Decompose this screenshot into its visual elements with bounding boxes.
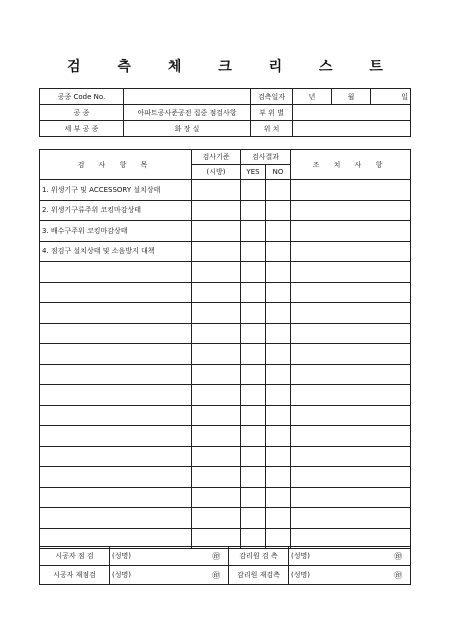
action-cell[interactable] <box>291 405 411 426</box>
work-label: 공 종 <box>40 105 124 121</box>
yes-cell[interactable] <box>241 200 266 221</box>
criteria-cell[interactable] <box>192 385 241 406</box>
no-cell[interactable] <box>266 364 291 385</box>
item-cell <box>40 344 192 365</box>
checklist-row <box>40 344 411 365</box>
item-cell: 3. 배수구주위 코킹마감상태 <box>40 221 192 242</box>
action-cell[interactable] <box>291 487 411 508</box>
checklist-row <box>40 180 411 201</box>
criteria-cell[interactable] <box>192 282 241 303</box>
supervisor-recheck-sign[interactable]: (성명) <box>289 566 387 585</box>
checklist-row <box>40 426 411 447</box>
detail-label: 세 부 공 종 <box>40 121 124 137</box>
work-field[interactable]: 아파트공사준공전 집중 점검사항 <box>124 105 251 121</box>
checklist-row <box>40 487 411 508</box>
action-cell[interactable] <box>291 446 411 467</box>
checklist-row <box>40 467 411 488</box>
detail-field[interactable]: 화 장 실 <box>124 121 251 137</box>
criteria-cell[interactable] <box>192 221 241 242</box>
no-cell[interactable] <box>266 487 291 508</box>
checklist-table <box>39 149 411 549</box>
no-cell[interactable] <box>266 241 291 262</box>
criteria-subheader: (시방) <box>192 165 241 180</box>
item-cell <box>40 323 192 344</box>
yes-cell[interactable] <box>241 364 266 385</box>
month-field[interactable] <box>332 89 371 105</box>
checklist-row <box>40 303 411 324</box>
no-cell[interactable] <box>266 303 291 324</box>
yes-cell[interactable] <box>241 262 266 283</box>
date-label: 검측일자 <box>251 89 293 105</box>
code-label: 공종 Code No. <box>40 89 124 105</box>
item-cell <box>40 364 192 385</box>
info-table <box>39 88 411 137</box>
builder-recheck-label: 시공자 재점검 <box>40 566 110 585</box>
action-cell[interactable] <box>291 303 411 324</box>
criteria-cell[interactable] <box>192 344 241 365</box>
checklist-row <box>40 282 411 303</box>
year-label: 년 <box>308 92 316 101</box>
supervisor-check-label: 감리원 검 측 <box>229 547 289 566</box>
item-cell: 2. 위생기구류주위 코킹마감상태 <box>40 200 192 221</box>
item-cell <box>40 385 192 406</box>
checklist-row <box>40 323 411 344</box>
no-cell[interactable] <box>266 262 291 283</box>
action-cell[interactable] <box>291 323 411 344</box>
no-header: NO <box>266 165 291 180</box>
yes-cell[interactable] <box>241 344 266 365</box>
action-cell[interactable] <box>291 282 411 303</box>
action-cell[interactable] <box>291 467 411 488</box>
action-cell[interactable] <box>291 241 411 262</box>
checklist-row <box>40 221 411 242</box>
criteria-cell[interactable] <box>192 508 241 529</box>
item-cell <box>40 262 192 283</box>
item-cell: 1. 위생기구 및 ACCESSORY 설치상태 <box>40 180 192 201</box>
no-cell[interactable] <box>266 323 291 344</box>
no-cell[interactable] <box>266 446 291 467</box>
item-cell <box>40 405 192 426</box>
criteria-cell[interactable] <box>192 446 241 467</box>
part-label: 부 위 별 <box>251 105 293 121</box>
location-field[interactable] <box>293 121 411 137</box>
criteria-cell[interactable] <box>192 323 241 344</box>
item-cell <box>40 303 192 324</box>
no-cell[interactable] <box>266 200 291 221</box>
checklist-body <box>40 180 411 549</box>
no-cell[interactable] <box>266 221 291 242</box>
criteria-cell[interactable] <box>192 467 241 488</box>
yes-cell[interactable] <box>241 487 266 508</box>
seal-icon: ㊞ <box>205 547 229 566</box>
checklist-row <box>40 200 411 221</box>
action-cell[interactable] <box>291 344 411 365</box>
seal-icon: ㊞ <box>387 566 411 585</box>
action-cell[interactable] <box>291 364 411 385</box>
yes-cell[interactable] <box>241 385 266 406</box>
yes-cell[interactable] <box>241 467 266 488</box>
criteria-cell[interactable] <box>192 405 241 426</box>
item-cell <box>40 282 192 303</box>
builder-check-sign[interactable]: (성명) <box>110 547 205 566</box>
action-cell[interactable] <box>291 385 411 406</box>
checklist-row <box>40 241 411 262</box>
action-cell[interactable] <box>291 200 411 221</box>
item-cell <box>40 487 192 508</box>
no-cell[interactable] <box>266 180 291 201</box>
seal-icon: ㊞ <box>387 547 411 566</box>
item-cell <box>40 508 192 529</box>
no-cell[interactable] <box>266 385 291 406</box>
criteria-cell[interactable] <box>192 180 241 201</box>
yes-cell[interactable] <box>241 446 266 467</box>
action-cell[interactable] <box>291 426 411 447</box>
supervisor-check-sign[interactable]: (성명) <box>289 547 387 566</box>
code-field[interactable] <box>124 89 251 105</box>
no-cell[interactable] <box>266 344 291 365</box>
criteria-cell[interactable] <box>192 364 241 385</box>
action-cell[interactable] <box>291 221 411 242</box>
builder-check-label: 시공자 점 검 <box>40 547 110 566</box>
item-cell <box>40 446 192 467</box>
criteria-cell[interactable] <box>192 241 241 262</box>
yes-cell[interactable] <box>241 221 266 242</box>
checklist-row <box>40 385 411 406</box>
yes-cell[interactable] <box>241 282 266 303</box>
item-cell: 4. 점검구 설치상태 및 소음방지 대책 <box>40 241 192 262</box>
yes-header: YES <box>241 165 266 180</box>
item-cell <box>40 426 192 447</box>
yes-cell[interactable] <box>241 508 266 529</box>
checklist-row <box>40 508 411 529</box>
builder-recheck-sign[interactable]: (성명) <box>110 566 205 585</box>
yes-cell[interactable] <box>241 426 266 447</box>
no-cell[interactable] <box>266 467 291 488</box>
signature-table <box>39 546 411 585</box>
item-header: 검 사 항 목 <box>40 150 192 180</box>
no-cell[interactable] <box>266 508 291 529</box>
criteria-cell[interactable] <box>192 200 241 221</box>
no-cell[interactable] <box>266 282 291 303</box>
result-header: 검사결과 <box>241 150 291 165</box>
yes-cell[interactable] <box>241 405 266 426</box>
document-title: 검 측 체 크 리 스 트 <box>67 59 399 75</box>
criteria-header: 검사기준 <box>192 150 241 165</box>
checklist-row <box>40 405 411 426</box>
criteria-cell[interactable] <box>192 426 241 447</box>
location-label: 위 치 <box>251 121 293 137</box>
year-field[interactable] <box>293 89 332 105</box>
seal-icon: ㊞ <box>205 566 229 585</box>
yes-cell[interactable] <box>241 323 266 344</box>
checklist-row <box>40 446 411 467</box>
action-cell[interactable] <box>291 262 411 283</box>
month-label: 월 <box>347 92 355 101</box>
no-cell[interactable] <box>266 426 291 447</box>
action-header: 조 치 사 항 <box>291 150 411 180</box>
day-label: 일 <box>401 92 408 101</box>
yes-cell[interactable] <box>241 180 266 201</box>
checklist-row <box>40 262 411 283</box>
action-cell[interactable] <box>291 180 411 201</box>
criteria-cell[interactable] <box>192 262 241 283</box>
action-cell[interactable] <box>291 508 411 529</box>
day-field[interactable] <box>371 89 411 105</box>
criteria-cell[interactable] <box>192 303 241 324</box>
checklist-row <box>40 364 411 385</box>
no-cell[interactable] <box>266 405 291 426</box>
criteria-cell[interactable] <box>192 487 241 508</box>
yes-cell[interactable] <box>241 241 266 262</box>
part-field[interactable] <box>293 105 411 121</box>
yes-cell[interactable] <box>241 303 266 324</box>
supervisor-recheck-label: 감리원 재검측 <box>229 566 289 585</box>
item-cell <box>40 467 192 488</box>
